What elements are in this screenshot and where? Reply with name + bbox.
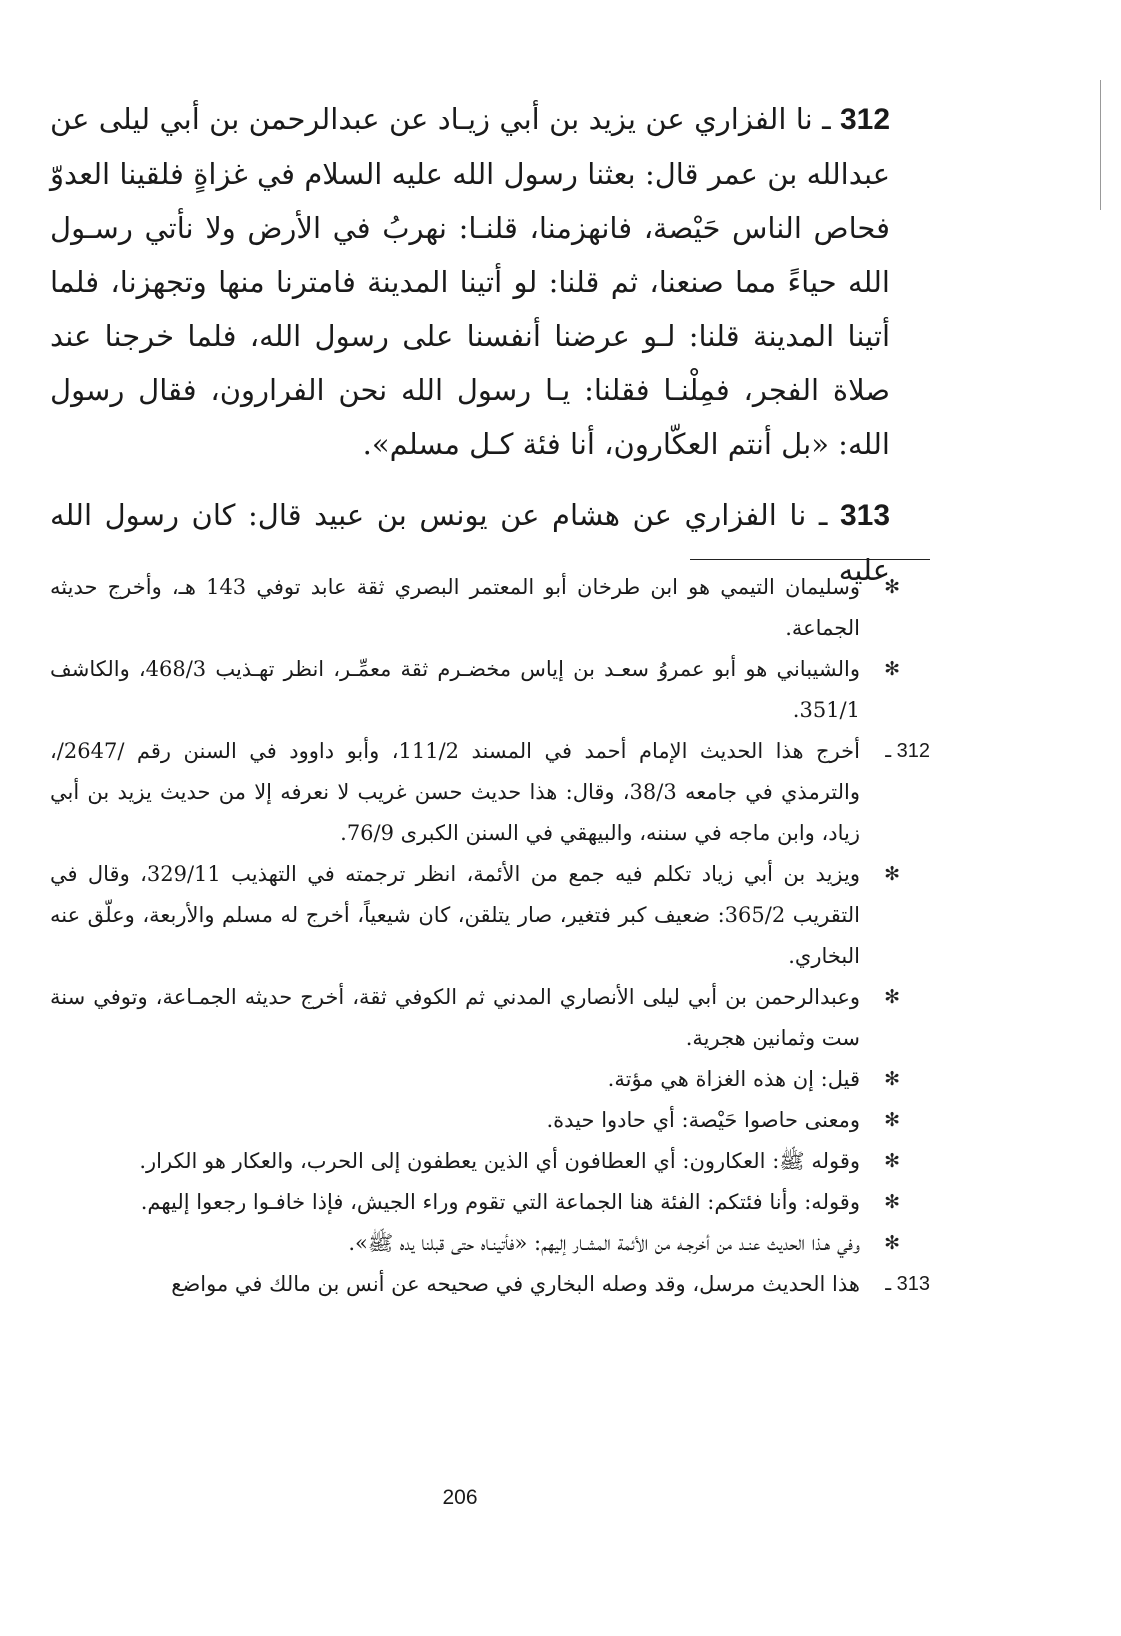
hadith-text: نا الفزاري عن يزيد بن أبي زيـاد عن عبدالرحمن بن أبي ليلى عن عبدالله بن عمر قال: بعثنا رسول الله عليه السلام في غزاةٍ فلقينا العدوّ فحاص الناس حَيْصة، فانهزمنا، قلنـا: نهربُ في الأرض ولا نأتي رسـول الله حياءً مما صنعنا، ثم قلنا: لو أتينا المدينة فامترنا منها وتجهزنا، فلما أتينا المدينة قلنا: لـو عرضنا أنفسنا على رسول الله، فلما خرجنا عند صلاة الفجر، فمِلْنـا فقلنا: يـا رسول الله نحن الفرارون، فقال رسول الله: «بل أنتم العكّارون، أنا فئة كـل مسلم». <box>50 102 890 461</box>
footnotes-section <box>50 567 930 1305</box>
asterisk-icon: ✻ <box>884 1068 900 1090</box>
footnote-text: ومعنى حاصوا حَيْصة: أي حادوا حيدة. <box>546 1108 860 1132</box>
footnote-item <box>50 731 930 854</box>
footnote-item <box>50 1059 930 1100</box>
footnote-text: والشيباني هو أبو عمروُ سعـد بن إياس مخضـرم ثقة معمِّـر، انظر تهـذيب 468/3، والكاشف 351/1. <box>50 657 860 722</box>
hadith-number: 312 <box>839 103 891 136</box>
asterisk-icon: ✻ <box>884 576 900 598</box>
footnote-item <box>50 854 930 977</box>
asterisk-icon: ✻ <box>884 1150 900 1172</box>
footnote-item <box>50 567 930 649</box>
footnote-text: وقوله: وأنا فئتكم: الفئة هنا الجماعة التي تقوم وراء الجيش، فإذا خافـوا رجعوا إليهم. <box>140 1190 860 1214</box>
hadith-number-dash: ـ <box>822 102 831 136</box>
asterisk-icon: ✻ <box>884 1191 900 1213</box>
footnote-text: ويزيد بن أبي زياد تكلم فيه جمع من الأئمة، انظر ترجمته في التهذيب 329/11، وقال في التقريب 365/2: ضعيف كبر فتغير، صار يتلقن، كان شيعياً، أخرج له مسلم والأربعة، وعلّق عنه البخاري. <box>50 862 861 968</box>
hadith-paragraph-312 <box>50 92 890 471</box>
footnote-item <box>50 1182 930 1223</box>
footnote-item <box>50 977 930 1059</box>
footnote-item <box>50 649 930 731</box>
footnote-item <box>50 1264 930 1305</box>
footnote-text: وفي هـذا الحديث عنـد من أخرجـه من الأئمة المشـار إليهم: «فأتينـاه حتى قبلنا يده ﷺ». <box>348 1231 860 1255</box>
hadith-number-dash: ـ <box>818 498 828 532</box>
asterisk-icon: ✻ <box>884 986 900 1008</box>
footnote-text: أخرج هذا الحديث الإمام أحمد في المسند 111/2، وأبو داوود في السنن رقم /2647/، والترمذي في جامعه 38/3، وقال: هذا حديث حسن غريب لا نعرفه إلا من حديث يزيد بن أبي زياد، وابن ماجه في سننه، والبيهقي في السنن الكبرى 76/9. <box>50 739 861 845</box>
hadith-text: نا الفزاري عن هشام عن يونس بن عبيد قال: كان رسول الله عليه <box>50 498 890 587</box>
asterisk-icon: ✻ <box>884 658 900 680</box>
scan-edge-line <box>1100 80 1101 210</box>
footnote-label: 313 ـ <box>885 1273 930 1295</box>
hadith-number: 313 <box>839 499 891 532</box>
asterisk-icon: ✻ <box>884 863 900 885</box>
asterisk-icon: ✻ <box>884 1109 900 1131</box>
footnote-text: هذا الحديث مرسل، وقد وصله البخاري في صحيحه عن أنس بن مالك في مواضع <box>171 1272 860 1296</box>
footnote-divider <box>690 559 930 560</box>
page-number: 206 <box>442 1486 478 1509</box>
footnote-text: قيل: إن هذه الغزاة هي مؤتة. <box>607 1067 860 1091</box>
footnote-label: 312 ـ <box>885 740 930 762</box>
footnote-item <box>50 1100 930 1141</box>
footnote-text: وقوله ﷺ: العكارون: أي العطافون أي الذين يعطفون إلى الحرب، والعكار هو الكرار. <box>139 1149 860 1173</box>
asterisk-icon: ✻ <box>884 1232 900 1254</box>
footnote-text: وسليمان التيمي هو ابن طرخان أبو المعتمر البصري ثقة عابد توفي 143 هـ، وأخرج حديثه الجماعة. <box>50 575 860 640</box>
footnote-text: وعبدالرحمن بن أبي ليلى الأنصاري المدني ثم الكوفي ثقة، أخرج حديثه الجمـاعة، وتوفي سنة ست وثمانين هجرية. <box>50 985 860 1050</box>
footnote-item <box>50 1141 930 1182</box>
footnote-item <box>50 1223 930 1264</box>
